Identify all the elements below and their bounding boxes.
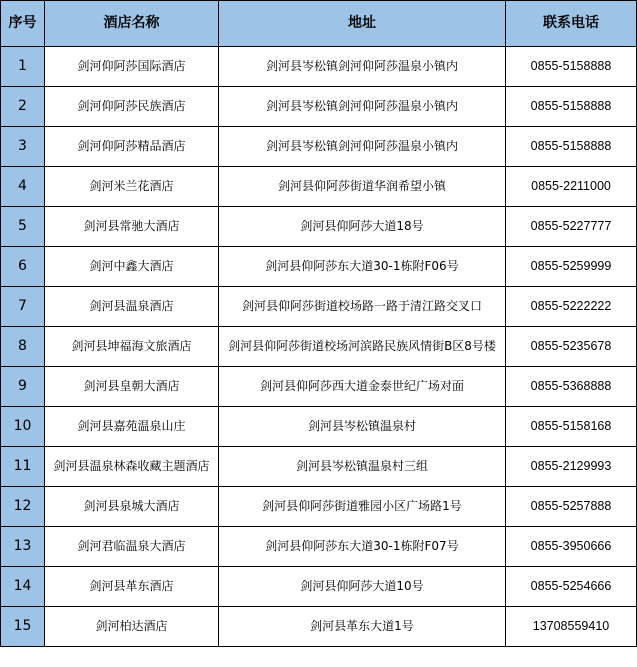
row-index: 5: [1, 207, 45, 247]
row-index: 9: [1, 367, 45, 407]
row-phone: 13708559410: [506, 607, 637, 647]
row-address: 剑河县仰阿莎街道华润希望小镇: [219, 167, 506, 207]
row-hotel-name: 剑河柏达酒店: [45, 607, 219, 647]
row-index: 14: [1, 567, 45, 607]
table-row: [1, 407, 637, 447]
row-address: 剑河县岑松镇温泉村三组: [219, 447, 506, 487]
row-index: 3: [1, 127, 45, 167]
row-address: 剑河县岑松镇剑河仰阿莎温泉小镇内: [219, 47, 506, 87]
table-row: [1, 127, 637, 167]
row-address: 剑河县仰阿莎街道雅园小区广场路1号: [219, 487, 506, 527]
row-address: 剑河县仰阿莎大道10号: [219, 567, 506, 607]
header-hotel-name: 酒店名称: [45, 1, 219, 47]
row-phone: 0855-5259999: [506, 247, 637, 287]
row-phone: 0855-2211000: [506, 167, 637, 207]
row-hotel-name: 剑河君临温泉大酒店: [45, 527, 219, 567]
header-index: 序号: [1, 1, 45, 47]
row-phone: 0855-5158888: [506, 127, 637, 167]
table-row: [1, 87, 637, 127]
row-address: 剑河县仰阿莎西大道金泰世纪广场对面: [219, 367, 506, 407]
table-row: [1, 287, 637, 327]
table-row: [1, 607, 637, 647]
row-index: 6: [1, 247, 45, 287]
row-index: 4: [1, 167, 45, 207]
row-phone: 0855-2129993: [506, 447, 637, 487]
row-address: 剑河县仰阿莎东大道30-1栋附F06号: [219, 247, 506, 287]
row-hotel-name: 剑河仰阿莎民族酒店: [45, 87, 219, 127]
row-hotel-name: 剑河中鑫大酒店: [45, 247, 219, 287]
row-address: 剑河县仰阿莎大道18号: [219, 207, 506, 247]
table-row: [1, 487, 637, 527]
row-phone: 0855-5158888: [506, 47, 637, 87]
row-hotel-name: 剑河县嘉苑温泉山庄: [45, 407, 219, 447]
row-address: 剑河县岑松镇剑河仰阿莎温泉小镇内: [219, 87, 506, 127]
header-row: [1, 1, 637, 47]
row-address: 剑河县岑松镇温泉村: [219, 407, 506, 447]
row-index: 10: [1, 407, 45, 447]
row-index: 12: [1, 487, 45, 527]
row-hotel-name: 剑河米兰花酒店: [45, 167, 219, 207]
row-hotel-name: 剑河县皇朝大酒店: [45, 367, 219, 407]
row-index: 2: [1, 87, 45, 127]
table-row: [1, 47, 637, 87]
table-row: [1, 567, 637, 607]
row-phone: 0855-5235678: [506, 327, 637, 367]
row-index: 1: [1, 47, 45, 87]
row-phone: 0855-5227777: [506, 207, 637, 247]
table-row: [1, 247, 637, 287]
row-phone: 0855-5257888: [506, 487, 637, 527]
row-address: 剑河县岑松镇剑河仰阿莎温泉小镇内: [219, 127, 506, 167]
table-row: [1, 527, 637, 567]
table-row: [1, 207, 637, 247]
row-phone: 0855-5158168: [506, 407, 637, 447]
row-address: 剑河县仰阿莎街道校场河滨路民族风情街B区8号楼: [219, 327, 506, 367]
header-phone: 联系电话: [506, 1, 637, 47]
row-hotel-name: 剑河县泉城大酒店: [45, 487, 219, 527]
table-row: [1, 367, 637, 407]
row-hotel-name: 剑河县温泉酒店: [45, 287, 219, 327]
table-row: [1, 167, 637, 207]
table-row: [1, 327, 637, 367]
row-index: 13: [1, 527, 45, 567]
row-address: 剑河县仰阿莎东大道30-1栋附F07号: [219, 527, 506, 567]
row-hotel-name: 剑河仰阿莎精品酒店: [45, 127, 219, 167]
row-index: 8: [1, 327, 45, 367]
row-address: 剑河县革东大道1号: [219, 607, 506, 647]
row-address: 剑河县仰阿莎街道校场路一路于清江路交叉口: [219, 287, 506, 327]
row-hotel-name: 剑河县温泉林森收藏主题酒店: [45, 447, 219, 487]
header-address: 地址: [219, 1, 506, 47]
row-phone: 0855-5222222: [506, 287, 637, 327]
row-hotel-name: 剑河仰阿莎国际酒店: [45, 47, 219, 87]
row-hotel-name: 剑河县坤福海文旅酒店: [45, 327, 219, 367]
table-row: [1, 447, 637, 487]
row-index: 15: [1, 607, 45, 647]
row-index: 7: [1, 287, 45, 327]
row-phone: 0855-5368888: [506, 367, 637, 407]
row-hotel-name: 剑河县常驰大酒店: [45, 207, 219, 247]
row-hotel-name: 剑河县革东酒店: [45, 567, 219, 607]
row-phone: 0855-5158888: [506, 87, 637, 127]
row-phone: 0855-5254666: [506, 567, 637, 607]
row-index: 11: [1, 447, 45, 487]
row-phone: 0855-3950666: [506, 527, 637, 567]
